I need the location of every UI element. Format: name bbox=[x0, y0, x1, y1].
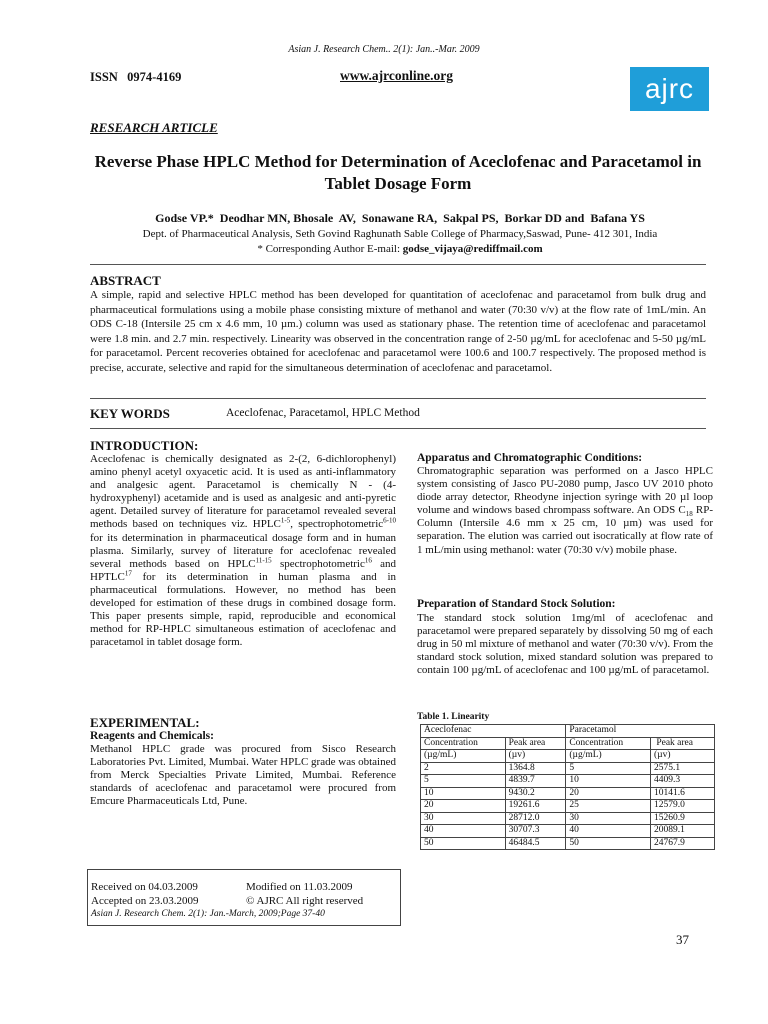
intro-text-f: for its determination in human plasma and in pharmaceutical formulations. However, no method has been developed for estimation of these drugs in combined dosage form. This paper presents simple, rapid, reproducible and economical method for RP-HPLC simultaneous estimation of aceclofenac and paracetamol in tablet dosage form. bbox=[90, 570, 396, 649]
reagents-heading: Reagents and Chemicals: bbox=[90, 730, 214, 742]
column-header: Concentration bbox=[421, 737, 506, 750]
citation-ref: 6-10 bbox=[383, 516, 397, 525]
linearity-table bbox=[420, 724, 715, 850]
column-header: Concentration bbox=[566, 737, 651, 750]
issn-label: ISSN 0974-4169 bbox=[90, 70, 182, 84]
group-header-aceclofenac: Aceclofenac bbox=[421, 725, 566, 738]
table-row bbox=[421, 812, 715, 825]
article-type: RESEARCH ARTICLE bbox=[90, 120, 218, 135]
abstract-heading: ABSTRACT bbox=[90, 273, 161, 288]
table-cell: 5 bbox=[566, 762, 651, 775]
table-header-row bbox=[421, 737, 715, 750]
keywords-text: Aceclofenac, Paracetamol, HPLC Method bbox=[226, 407, 420, 419]
table-cell: 20 bbox=[421, 800, 506, 813]
table-cell: 19261.6 bbox=[505, 800, 566, 813]
table-cell: 12579.0 bbox=[650, 800, 714, 813]
table-group-header-row bbox=[421, 725, 715, 738]
table-cell: 10 bbox=[566, 775, 651, 788]
introduction-text bbox=[90, 453, 396, 649]
table-cell: 30707.3 bbox=[505, 825, 566, 838]
page-number: 37 bbox=[676, 932, 689, 947]
column-unit: (µg/mL) bbox=[566, 750, 651, 763]
table-cell: 10141.6 bbox=[650, 787, 714, 800]
table-cell: 15260.9 bbox=[650, 812, 714, 825]
column-header: Peak area bbox=[650, 737, 714, 750]
table-row bbox=[421, 837, 715, 850]
table-cell: 10 bbox=[421, 787, 506, 800]
introduction-heading: INTRODUCTION: bbox=[90, 438, 199, 453]
divider bbox=[90, 428, 706, 429]
modified-date: Modified on 11.03.2009 bbox=[246, 881, 353, 893]
table-cell: 4409.3 bbox=[650, 775, 714, 788]
table-cell: 50 bbox=[566, 837, 651, 850]
table-caption: Table 1. Linearity bbox=[417, 712, 490, 722]
table-cell: 28712.0 bbox=[505, 812, 566, 825]
table-header-row bbox=[421, 750, 715, 763]
stock-solution-heading: Preparation of Standard Stock Solution: bbox=[417, 598, 616, 610]
corresponding-label: * Corresponding Author E-mail: bbox=[257, 243, 403, 255]
apparatus-text bbox=[417, 465, 713, 557]
table-cell: 4839.7 bbox=[505, 775, 566, 788]
citation-ref: 1-5 bbox=[280, 516, 291, 525]
reagents-text: Methanol HPLC grade was procured from Sisco Research Laboratories Pvt. Limited, Mumbai. Water HPLC grade was obtained from Merck Specialties Private Limited, Mumbai. Reference standards of aceclofenac and paracetamol were procured from Emcure Pharmaceuticals Ltd, Pune. bbox=[90, 743, 396, 808]
divider bbox=[90, 398, 706, 399]
column-unit: (µv) bbox=[505, 750, 566, 763]
citation-ref: 16 bbox=[364, 556, 372, 565]
table-cell: 30 bbox=[566, 812, 651, 825]
intro-text-c: for its determination in pharmaceutical dosage form and in human plasma. Similarly, survey of literature for aceclofenac revealed several methods based on HPLC bbox=[90, 531, 396, 570]
intro-text-d: spectrophotometric bbox=[271, 557, 365, 570]
table-cell: 2575.1 bbox=[650, 762, 714, 775]
table-cell: 50 bbox=[421, 837, 506, 850]
intro-text-e: and HPTLC bbox=[90, 557, 396, 583]
ajrc-logo: ajrc bbox=[630, 67, 709, 111]
table-cell: 1364.8 bbox=[505, 762, 566, 775]
journal-header: Asian J. Research Chem.. 2(1): Jan..-Mar. 2009 bbox=[288, 44, 480, 55]
table-row bbox=[421, 800, 715, 813]
column-header: Peak area bbox=[505, 737, 566, 750]
table-cell: 20089.1 bbox=[650, 825, 714, 838]
affiliation: Dept. of Pharmaceutical Analysis, Seth Govind Raghunath Sable College of Pharmacy,Saswad, Pune- 412 301, India bbox=[142, 228, 658, 240]
apparatus-text-b: RP-Column (Intersile 4.6 mm x 25 cm, 10 µm) was used for separation. The elution was carried out isocratically at flow rate of 1 mL/min using methanol: water (70:30 v/v) mobile phase. bbox=[417, 504, 713, 556]
table-cell: 46484.5 bbox=[505, 837, 566, 850]
group-header-paracetamol: Paracetamol bbox=[566, 725, 715, 738]
submission-info-box bbox=[87, 869, 401, 926]
table-cell: 24767.9 bbox=[650, 837, 714, 850]
table-cell: 25 bbox=[566, 800, 651, 813]
accepted-date: Accepted on 23.03.2009 bbox=[91, 895, 199, 907]
table-cell: 9430.2 bbox=[505, 787, 566, 800]
article-title: Reverse Phase HPLC Method for Determination of Aceclofenac and Paracetamol in Tablet Dosage Form bbox=[94, 152, 702, 193]
copyright-notice: © AJRC All right reserved bbox=[246, 895, 364, 907]
table-cell: 5 bbox=[421, 775, 506, 788]
citation-ref: 11-15 bbox=[255, 556, 272, 565]
stock-solution-text: The standard stock solution 1mg/ml of aceclofenac and paracetamol were prepared separately by dissolving 50 mg of each drug in 50 ml mixture of methanol and water (70:30 v/v). From the standard stock solution, mixed standard solution was prepared to contain 100 µg/mL of aceclofenac and 100 µg/mL of paracetamol. bbox=[417, 612, 713, 677]
table-row bbox=[421, 825, 715, 838]
table-row bbox=[421, 762, 715, 775]
journal-website-link[interactable]: www.ajrconline.org bbox=[340, 68, 453, 83]
table-body bbox=[421, 762, 715, 850]
experimental-heading: EXPERIMENTAL: bbox=[90, 715, 200, 730]
corresponding-email[interactable]: godse_vijaya@rediffmail.com bbox=[402, 243, 543, 255]
apparatus-heading: Apparatus and Chromatographic Conditions: bbox=[417, 452, 643, 464]
author-list: Godse VP.* Deodhar MN, Bhosale AV, Sonawane RA, Sakpal PS, Borkar DD and Bafana YS bbox=[155, 211, 645, 225]
column-unit: (µv) bbox=[650, 750, 714, 763]
intro-text-b: , spectrophotometric bbox=[290, 518, 384, 531]
citation-line: Asian J. Research Chem. 2(1): Jan.-March, 2009;Page 37-40 bbox=[91, 909, 325, 919]
table-cell: 20 bbox=[566, 787, 651, 800]
column-subscript: 18 bbox=[685, 510, 693, 519]
table-row bbox=[421, 787, 715, 800]
apparatus-text-a: Chromatographic separation was performed on a Jasco HPLC system consisting of Jasco PU-2080 pump, Jasco UV 2010 photo diode array detector, Rheodyne injection syringe with 20 µl loop volume and windows based chrompass software. An ODS C bbox=[417, 465, 713, 517]
divider bbox=[90, 264, 706, 265]
table-row bbox=[421, 775, 715, 788]
corresponding-author bbox=[40, 243, 760, 255]
citation-ref: 17 bbox=[124, 569, 132, 578]
table-cell: 40 bbox=[421, 825, 506, 838]
abstract-text: A simple, rapid and selective HPLC method has been developed for quantitation of aceclofenac and paracetamol from bulk drug and pharmaceutical formulations using a mobile phase consisting mixture of methanol and water (70:30 v/v) at the flow rate of 1mL/min. An ODS C-18 (Intersile 25 cm x 4.6 mm, 10 µm.) column was used as stationary phase. The retention time of aceclofenac and paracetamol were 1.8 min. and 2.7 min. respectively. Linearity was observed in the concentration range of 2-50 µg/mL for aceclofenac and 5-50 µg/mL for paracetamol. Percent recoveries obtained for aceclofenac and paracetamol were 100.6 and 100.7 respectively. The proposed method is precise, accurate, selective and rapid for the simultaneous determination of aceclofenac and paracetamol. bbox=[90, 289, 706, 374]
table-cell: 40 bbox=[566, 825, 651, 838]
keywords-heading: KEY WORDS bbox=[90, 406, 170, 421]
column-unit: (µg/mL) bbox=[421, 750, 506, 763]
received-date: Received on 04.03.2009 bbox=[91, 881, 198, 893]
intro-text-a: Aceclofenac is chemically designated as 2-(2, 6-dichlorophenyl) amino phenyl acetyl oxyacetic acid. It is used as anti-inflammatory and analgesic agent. Paracetamol is chemically N - (4-hydroxyphenyl) acetamide and is used as analgesic and anti-pyretic agent. Detailed survey of literature for paracetamol revealed several methods based on techniques viz. HPLC bbox=[90, 453, 396, 531]
table-cell: 2 bbox=[421, 762, 506, 775]
table-cell: 30 bbox=[421, 812, 506, 825]
